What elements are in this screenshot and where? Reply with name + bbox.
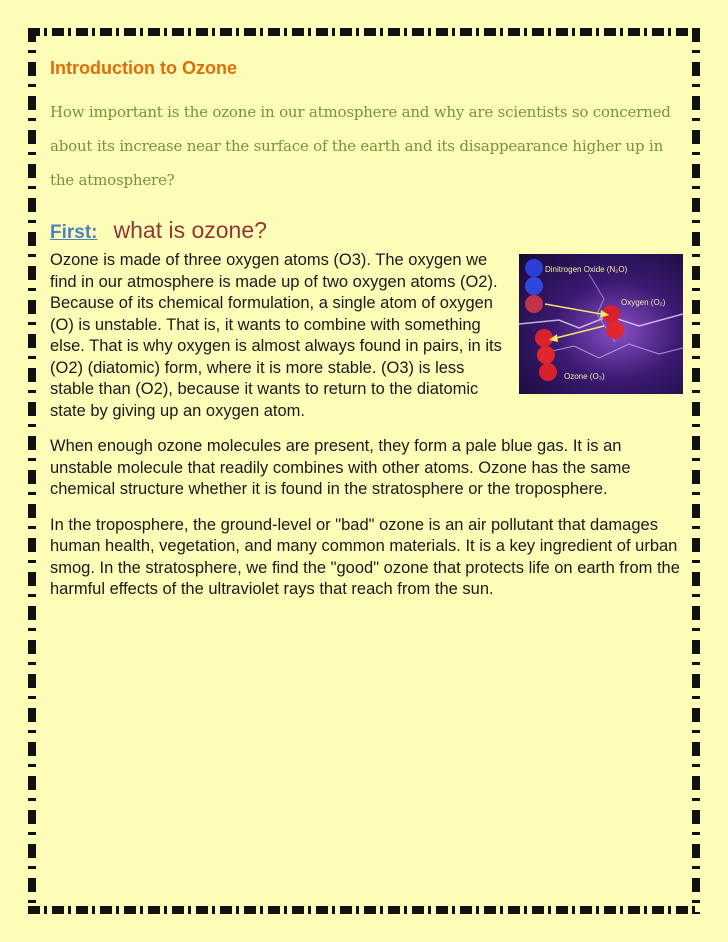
label-dinitrogen-oxide: Dinitrogen Oxide (N₂O) (545, 265, 628, 274)
page-border-top (28, 28, 700, 36)
label-ozone: Ozone (O₃) (564, 372, 605, 381)
page-border-left (28, 28, 36, 914)
paragraph-ozone-definition: Ozone is made of three oxygen atoms (O3). The oxygen we find in our atmosphere is made up of two oxygen atoms (O2). Because of its chemical formulation, a single atom of oxygen (O) is unstable. That is, it wants to combine with something else. That is why oxygen is almost always found in pairs, in its (O2) (diatomic) form, where it is more stable. (O3) is less stable than (O2), because it wants to return to the diatomic state by giving up an oxygen atom. (50, 251, 502, 420)
page-content (50, 58, 680, 615)
page-title: Introduction to Ozone (50, 58, 237, 78)
paragraph-good-bad-ozone: In the troposphere, the ground-level or "bad" ozone is an air pollutant that damages human health, vegetation, and many common materials. It is a key ingredient of urban smog. In the stratosphere, we find the "good" ozone that protects life on earth from the harmful effects of the ultraviolet rays that reach from the sun. (50, 515, 680, 598)
first-label: First: (50, 222, 98, 243)
section-heading: what is ozone? (113, 217, 267, 243)
section-heading-row (50, 217, 680, 244)
page-border-bottom (28, 906, 700, 914)
paragraph-ozone-gas: When enough ozone molecules are present, they form a pale blue gas. It is an unstable molecule that readily combines with other atoms. Ozone has the same chemical structure whether it is found in the stratosphere or the troposphere. (50, 437, 631, 498)
intro-question: How important is the ozone in our atmosphere and why are scientists so concerned about its increase near the surface of the earth and its disappearance higher up in the atmosphere? (50, 103, 671, 189)
page-border-right (692, 28, 700, 914)
ozone-molecule-image (519, 254, 683, 394)
label-oxygen: Oxygen (O₂) (621, 298, 666, 307)
